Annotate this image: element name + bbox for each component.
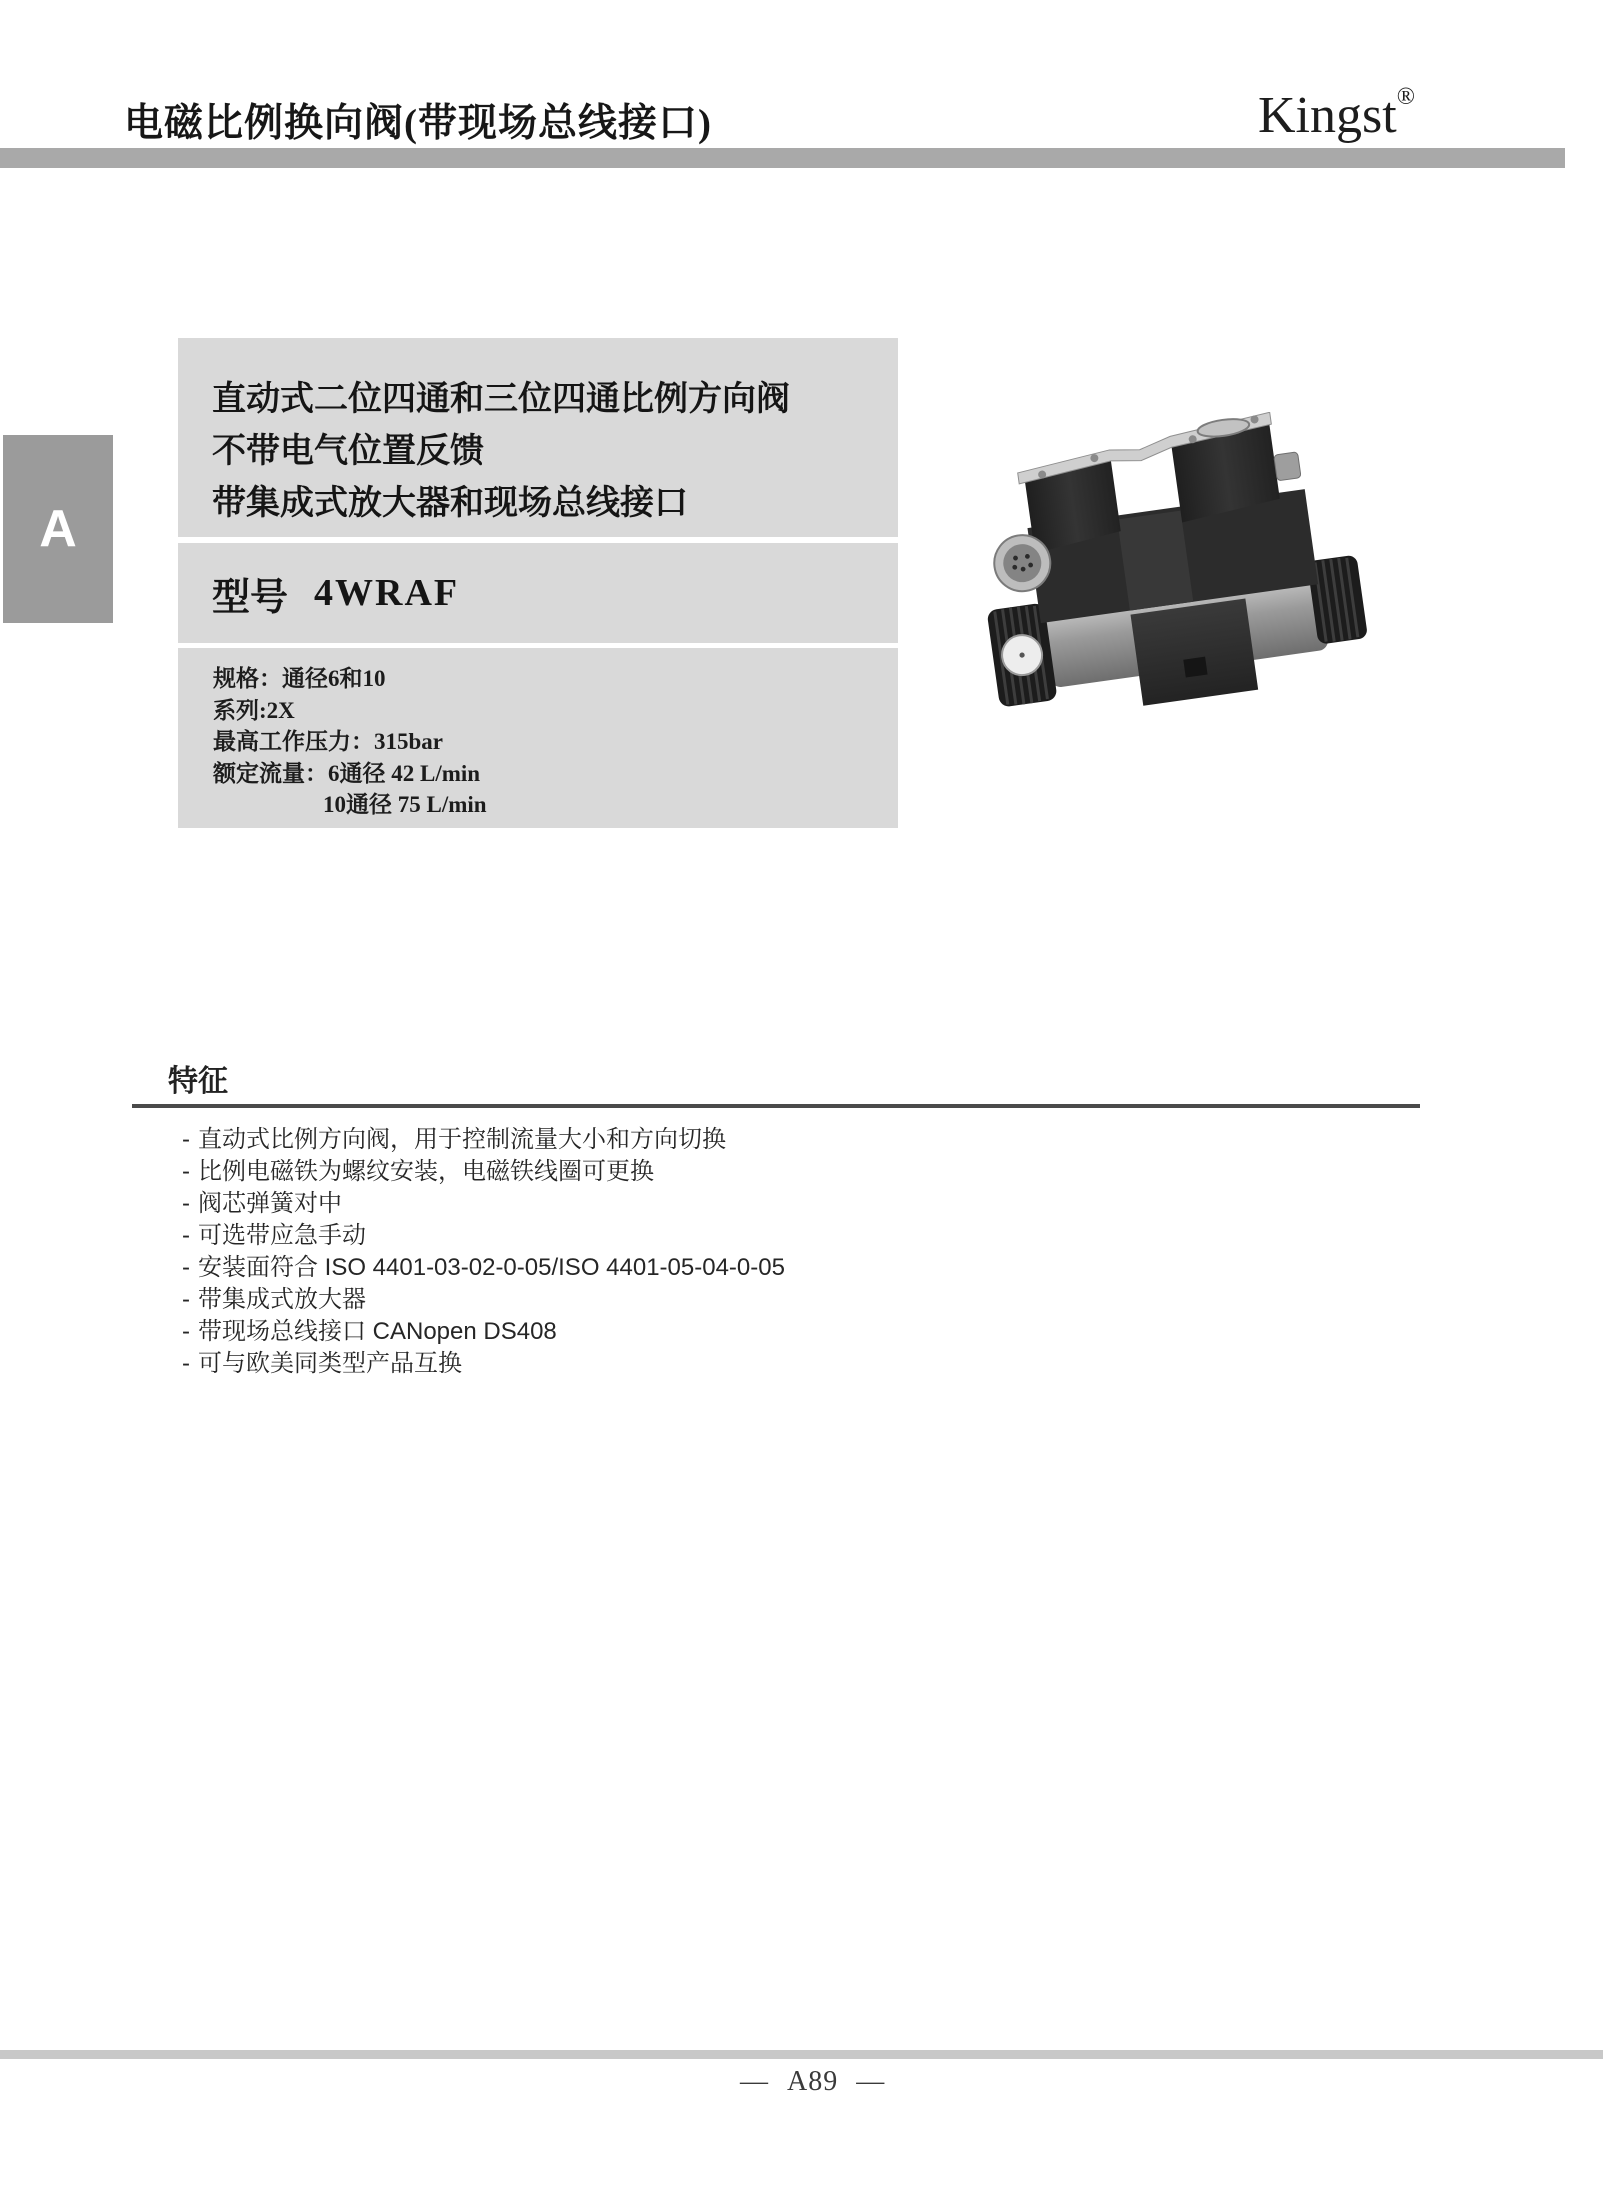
footer-left-dash: — <box>740 2066 769 2097</box>
feature-item <box>182 1316 785 1348</box>
feature-item <box>182 1220 785 1252</box>
bullet-dash: - <box>182 1254 190 1281</box>
feature-text: 带集成式放大器 <box>198 1286 366 1313</box>
feature-text: 可与欧美同类型产品互换 <box>198 1350 462 1377</box>
spec-line: 系列:2X <box>213 697 295 723</box>
spec-line: 最高工作压力：315bar <box>213 729 443 754</box>
feature-item <box>182 1156 785 1188</box>
feature-item <box>182 1252 785 1284</box>
top-divider-bar <box>0 148 1565 168</box>
feature-text: 带现场总线接口 CANopen DS408 <box>198 1318 557 1345</box>
page-title: 电磁比例换向阀(带现场总线接口) <box>124 102 712 145</box>
intro-title-line: 不带电气位置反馈 <box>212 433 484 470</box>
model-box <box>178 543 898 643</box>
bullet-dash: - <box>182 1190 190 1217</box>
feature-text: 比例电磁铁为螺纹安装，电磁铁线圈可更换 <box>198 1158 654 1185</box>
port-block <box>1130 598 1258 705</box>
spec-box <box>178 648 898 828</box>
bullet-dash: - <box>182 1222 190 1249</box>
spec-line: 规格：通径6和10 <box>213 666 386 691</box>
valve-assembly <box>975 412 1373 725</box>
section-tab-a <box>3 435 113 623</box>
intro-title-line: 带集成式放大器和现场总线接口 <box>212 485 688 522</box>
feature-item <box>182 1124 785 1156</box>
bullet-dash: - <box>182 1158 190 1185</box>
page-number: A89 <box>787 2066 839 2097</box>
brand-name: Kingst <box>1258 87 1397 144</box>
feature-text: 直动式比例方向阀，用于控制流量大小和方向切换 <box>198 1126 726 1153</box>
feature-text: 安装面符合 ISO 4401-03-02-0-05/ISO 4401-05-04-0-05 <box>198 1254 785 1281</box>
side-connector <box>1274 452 1301 481</box>
section-tab-label: A <box>39 500 77 558</box>
intro-title-box <box>178 338 898 537</box>
intro-title-line: 直动式二位四通和三位四通比例方向阀 <box>212 381 790 418</box>
spec-line: 10通径 75 L/min <box>323 792 487 817</box>
model-value: 4WRAF <box>314 572 460 614</box>
valve-photo <box>975 412 1375 730</box>
bullet-dash: - <box>182 1126 190 1153</box>
feature-item <box>182 1284 785 1316</box>
model-label: 型号 <box>212 576 289 619</box>
bottom-divider-bar <box>0 2050 1603 2059</box>
feature-text: 可选带应急手动 <box>198 1222 366 1249</box>
page-footer <box>740 2066 885 2098</box>
features-rule <box>132 1104 1420 1108</box>
registered-mark-icon: ® <box>1396 84 1415 110</box>
spec-line: 额定流量：6通径 42 L/min <box>213 760 481 786</box>
bullet-dash: - <box>182 1286 190 1313</box>
features-list <box>182 1124 785 1380</box>
bullet-dash: - <box>182 1350 190 1377</box>
footer-right-dash: — <box>856 2066 886 2097</box>
brand-logo <box>1258 84 1415 145</box>
feature-item <box>182 1188 785 1220</box>
features-heading: 特征 <box>168 1065 228 1098</box>
bullet-dash: - <box>182 1318 190 1345</box>
feature-item <box>182 1348 785 1380</box>
feature-text: 阀芯弹簧对中 <box>198 1190 342 1217</box>
